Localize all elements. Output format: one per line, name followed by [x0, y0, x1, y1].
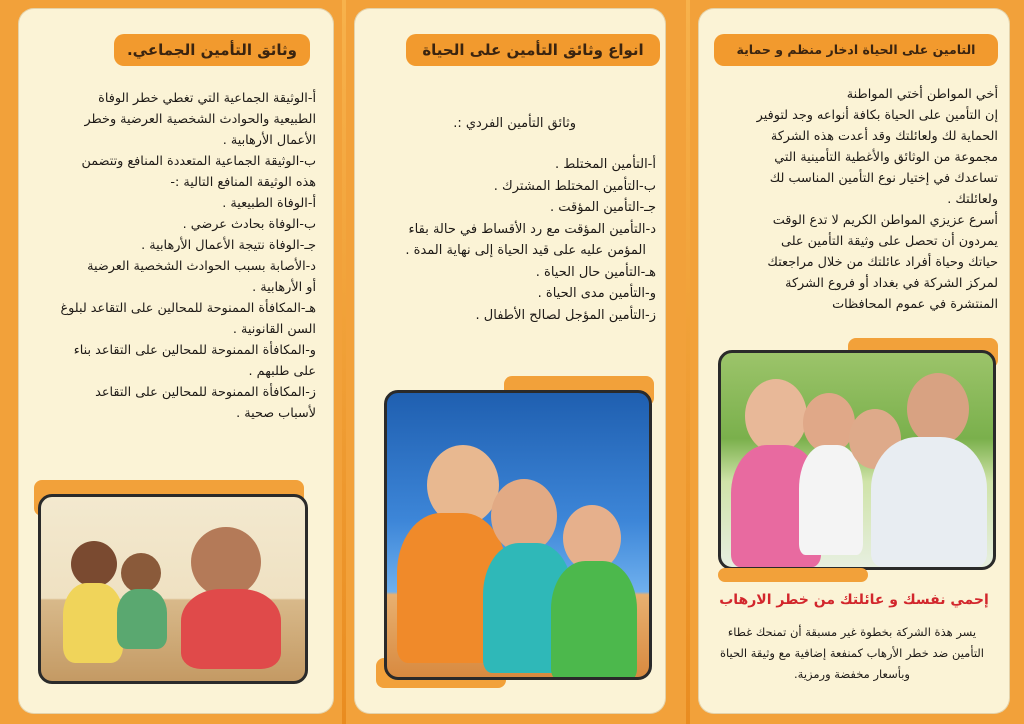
text-line: لأسباب صحية . [236, 406, 316, 421]
photo-figure [181, 589, 281, 669]
photo-figure [871, 437, 987, 567]
photo-figure [799, 445, 863, 555]
text-line: جـ-الوفاة نتيجة الأعمال الأرهابية . [141, 238, 316, 253]
fold-divider-right [686, 0, 690, 724]
text-line: إضافية مع وثيقة الحياة وبأسعار مخفضة ورمزية. [719, 646, 910, 681]
text-line: لمركز الشركة في بغداد أو فروع الشركة [785, 276, 998, 291]
photo-figure [745, 379, 807, 453]
photo-figure [63, 583, 123, 663]
text-line: على طلبهم . [248, 364, 316, 379]
text-line: أخي المواطن أختي المواطنة [846, 87, 998, 102]
text-line: إن التأمين على الحياة بكافة أنواعه وجد لتوفير [756, 108, 998, 123]
text-line: الحماية لك ولعائلتك وقد أعدت هذه الشركة [770, 129, 998, 144]
text-line: يمردون أن تحصل على وثيقة التأمين على [781, 234, 998, 249]
text-line: الأعمال الأرهابية . [222, 133, 316, 148]
terror-coverage-text [714, 622, 990, 685]
text-line: تمنحك غطاء التأمين ضد خطر الأرهاب كمنفعة [727, 625, 985, 660]
text-line: و-التأمين مدى الحياة . [537, 286, 656, 301]
text-line: تساعدك في إختيار نوع التأمين المناسب لك [769, 171, 998, 186]
individual-insurance-list [374, 154, 656, 326]
text-line: السن القانونية . [232, 322, 316, 337]
panel-life-insurance-intro [698, 8, 1010, 714]
text-line: أ-الوفاة الطبيعية . [222, 196, 316, 211]
text-line: ب-الوثيقة الجماعية المتعددة المنافع وتتضمن [81, 154, 316, 169]
text-line: الطبيعية والحوادث الشخصية العرضية وخطر [84, 112, 316, 127]
photo-figure [121, 553, 161, 593]
photo-figure [191, 527, 261, 597]
photo-figure [907, 373, 969, 445]
photo-accent [718, 568, 868, 582]
text-line: يسر هذة الشركة بخطوة غير مسبقة أن [789, 625, 977, 639]
text-line: هـ-التأمين حال الحياة . [535, 264, 656, 280]
text-line: ب-الوفاة بحادث عرضي . [182, 217, 316, 232]
text-line: أو الأرهابية . [252, 280, 316, 295]
photo-figure [803, 393, 855, 453]
children-reading-photo [38, 494, 308, 684]
intro-text [712, 84, 998, 315]
text-line: د-الأصابة بسبب الحوادث الشخصية العرضية [87, 259, 316, 274]
text-line: و-المكافأة الممنوحة للمحالين على التقاعد بناء [73, 343, 316, 358]
happy-family-photo [718, 350, 996, 570]
text-line: د-التأمين المؤقت مع رد الأقساط في حالة بقاء [408, 221, 656, 237]
panel-heading: وثائق التأمين الجماعي. [114, 34, 310, 66]
text-line: ب-التأمين المختلط المشترك . [493, 178, 656, 194]
text-line: المؤمن عليه على قيد الحياة إلى نهاية المدة . [405, 243, 646, 258]
photo-figure [117, 589, 167, 649]
individual-insurance-subheading: وثائق التأمين الفردي :. [453, 116, 576, 131]
text-line: ز-المكافأة الممنوحة للمحالين على التقاعد [95, 385, 316, 400]
panel-group-insurance [18, 8, 334, 714]
text-line: ولعائلتك . [947, 192, 998, 207]
photo-figure [71, 541, 117, 587]
text-line: هذه الوثيقة المنافع التالية :- [170, 175, 316, 190]
text-line: هـ-المكافأة الممنوحة للمحالين على التقاعد لبلوغ [60, 301, 316, 316]
text-line: جـ-التأمين المؤقت . [550, 200, 656, 215]
photo-figure [551, 561, 637, 680]
text-line: ز-التأمين المؤجل لصالح الأطفال . [475, 307, 656, 323]
panel-heading: التامين على الحياة ادخار منظم و حماية [714, 34, 998, 66]
kids-thumbs-up-photo [384, 390, 652, 680]
text-line: حياتك وحياة أفراد عائلتك من خلال مراجعتك [767, 255, 998, 270]
text-line: أ-الوثيقة الجماعية التي تغطي خطر الوفاة [98, 91, 316, 106]
panel-heading: انواع وثائق التأمين على الحياة [406, 34, 660, 66]
photo-figure [491, 479, 557, 553]
text-line: مجموعة من الوثائق والأغطية التأمينية التي [774, 150, 998, 165]
group-insurance-text [46, 88, 316, 424]
text-line: أسرع عزيزي المواطن الكريم لا تدع الوقت [772, 213, 998, 228]
anti-terror-slogan: إحمي نفسك و عائلتك من خطر الارهاب [719, 592, 989, 608]
text-line: أ-التأمين المختلط . [555, 157, 656, 172]
text-line: المنتشرة في عموم المحافظات [832, 297, 998, 312]
fold-divider-left [342, 0, 346, 724]
panel-insurance-types [354, 8, 666, 714]
